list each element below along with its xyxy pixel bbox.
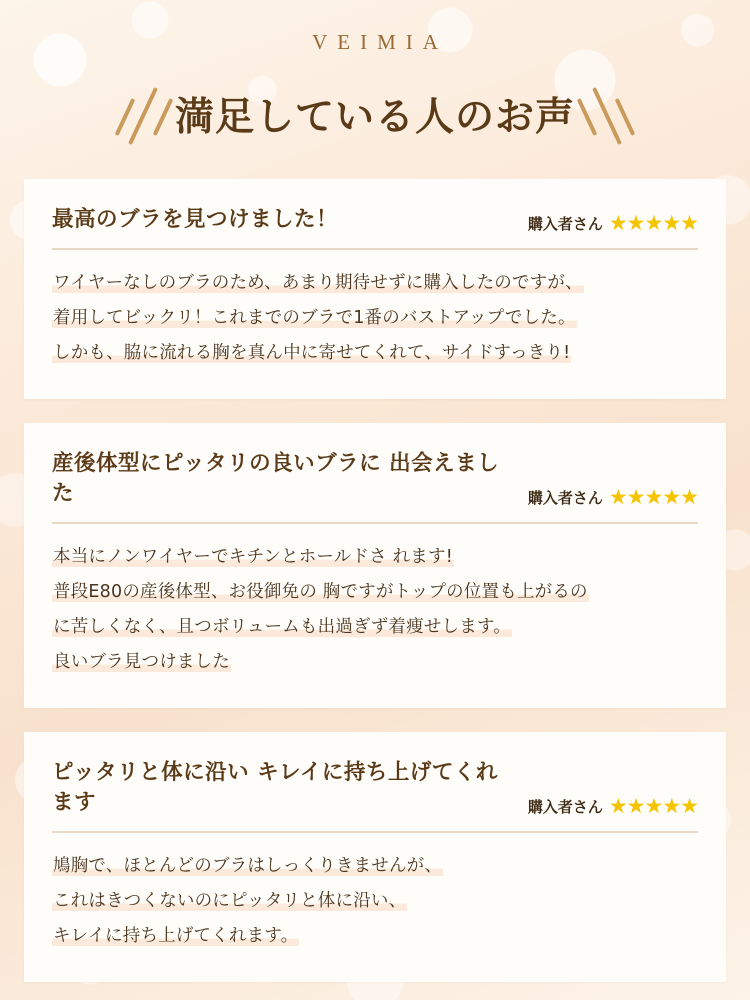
review-title <box>52 758 516 819</box>
review-title-line: 産後体型にピッタリの良いブラに <box>52 450 382 476</box>
review-line: 鳩胸で、ほとんどのブラはしっくりきませんが、 <box>53 855 443 876</box>
review-body <box>52 849 698 954</box>
review-line: に苦しくなく、且つボリュームも出過ぎず着痩せします。 <box>53 616 511 637</box>
reviewer-name: 購入者さん <box>527 214 603 233</box>
star-rating-icon: ★★★★★ <box>608 794 698 818</box>
review-line: これはきつくないのにピッタリと体に沿い、 <box>53 890 407 911</box>
review-header <box>52 449 698 524</box>
review-line: しかも、脇に流れる胸を真ん中に寄せてくれて、サイドすっきり! <box>53 342 571 363</box>
review-title-line: キレイに持ち上げてくれます <box>52 759 498 816</box>
review-body <box>52 266 698 371</box>
page-header <box>0 0 750 157</box>
review-title-line: 出会えました <box>52 450 500 507</box>
page-title: 満足している人のお声 <box>174 95 575 140</box>
review-card <box>24 423 726 708</box>
review-card <box>24 179 726 399</box>
star-rating-icon: ★★★★★ <box>608 485 698 509</box>
review-title-line: ピッタリと体に沿い <box>52 759 250 785</box>
brand-name: VEIMIA <box>312 30 448 54</box>
decorative-slashes-left-icon <box>115 71 175 157</box>
page-title-row <box>0 71 750 157</box>
reviewer-rating <box>528 487 698 510</box>
review-line: 着用してビックリ！これまでのブラで1番のバストアップでした。 <box>53 307 576 328</box>
decorative-slashes-right-icon <box>575 71 635 157</box>
review-body <box>52 540 698 680</box>
review-line: キレイに持ち上げてくれます。 <box>53 925 299 946</box>
review-list <box>0 179 750 982</box>
review-title: 最高のブラを見つけました！ <box>52 207 339 232</box>
reviewer-rating <box>528 213 698 236</box>
review-line: 普段E80の産後体型、お役御免の 胸ですがトップの位置も上がるの <box>53 581 588 602</box>
star-rating-icon: ★★★★★ <box>608 211 698 235</box>
review-card <box>24 732 726 982</box>
review-line: 本当にノンワイヤーでキチンとホールドさ れます! <box>53 546 453 567</box>
review-line: ワイヤーなしのブラのため、あまり期待せずに購入したのですが、 <box>53 272 583 293</box>
review-header <box>52 758 698 833</box>
review-title <box>52 449 516 510</box>
review-header <box>52 205 698 250</box>
reviewer-rating <box>528 796 698 819</box>
review-line: 良いブラ見つけました <box>53 651 230 672</box>
reviewer-name: 購入者さん <box>527 797 603 816</box>
reviewer-name: 購入者さん <box>527 488 603 507</box>
